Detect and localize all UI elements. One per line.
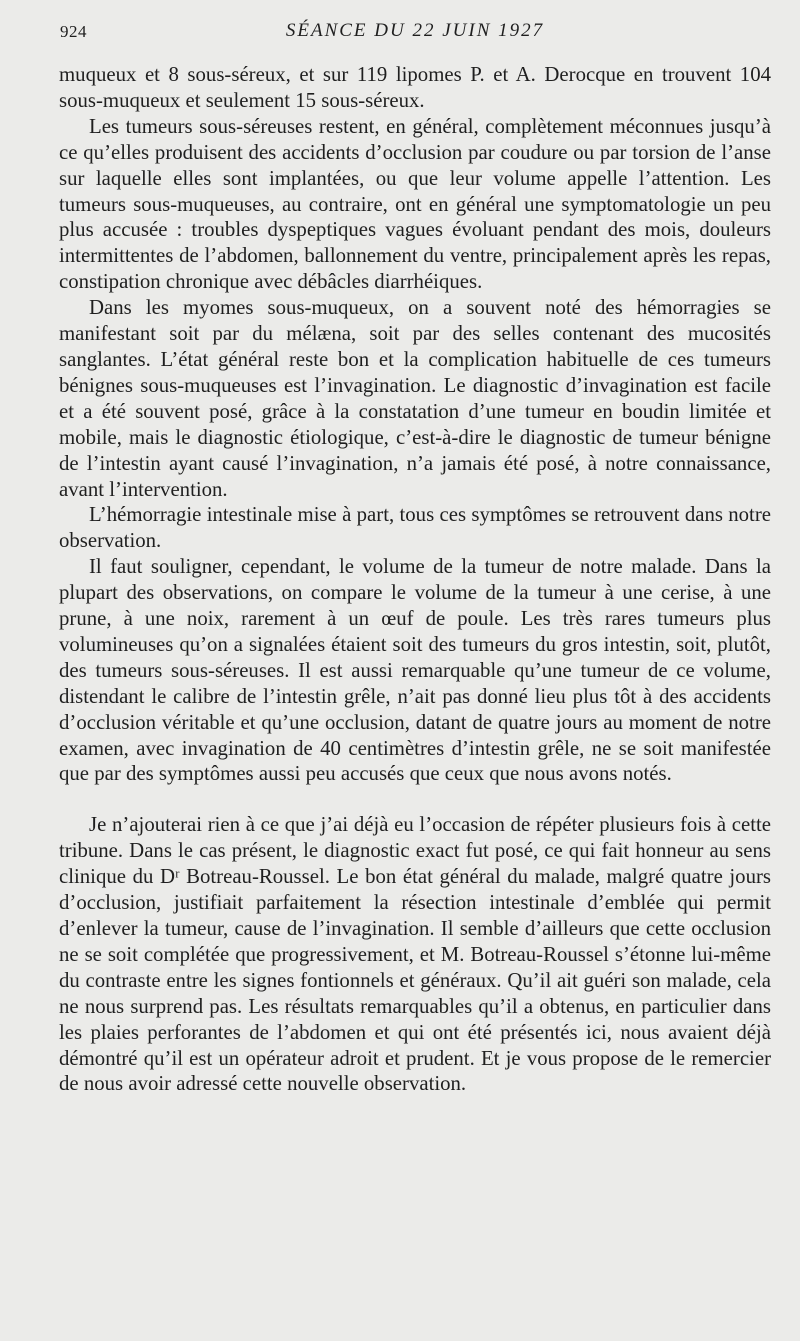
body-text [59, 62, 771, 1097]
paragraph: Il faut souligner, cependant, le volume de la tumeur de notre malade. Dans la plupart des observations, on compare le volume de la tumeur à une cerise, à une prune, à une noix, rarement à un œuf de poule. Les très rares tumeurs plus volumineuses qu’on a signalées étaient soit des tumeurs du gros intestin, soit, plutôt, des tumeurs sous-séreuses. Il est aussi remarquable qu’une tumeur de ce volume, distendant le calibre de l’intestin grêle, n’ait pas donné lieu plus tôt à des accidents d’occlusion véritable et qu’une occlusion, datant de quatre jours au moment de notre examen, avec invagination de 40 centimètres d’intestin grêle, ne se soit manifestée que par des symptômes aussi peu accusés que ceux que nous avons notés. [59, 555, 771, 786]
paragraph: Dans les myomes sous-muqueux, on a souvent noté des hémorragies se manifestant soit par du mélæna, soit par des selles contenant des mucosités sanglantes. L’état général reste bon et la complication habituelle de ces tumeurs bénignes sous-muqueuses est l’invagination. Le diagnostic d’invagination est facile et a été souvent posé, grâce à la constatation d’une tumeur en boudin limitée et mobile, mais le diagnostic étiologique, c’est-à-dire le diagnostic de tumeur bénigne de l’intestin ayant causé l’invagination, n’a jamais été posé, à notre connaissance, avant l’intervention. [59, 296, 771, 501]
paragraph: Les tumeurs sous-séreuses restent, en général, complètement méconnues jusqu’à ce qu’elles produisent des accidents d’occlusion par coudure ou par torsion de l’anse sur laquelle elles sont implantées, ou que leur volume appelle l’attention. Les tumeurs sous-muqueuses, au contraire, ont en général une symptomatologie un peu plus accusée : troubles dyspeptiques vagues évoluant pendant des mois, douleurs intermittentes de l’abdomen, ballonnement du ventre, principalement après les repas, constipation chronique avec débâcles diarrhéiques. [59, 114, 771, 294]
page-number: 924 [60, 22, 87, 41]
paragraph: Je n’ajouterai rien à ce que j’ai déjà eu l’occasion de répéter plusieurs fois à cette tribune. Dans le cas présent, le diagnostic exact fut posé, ce qui fait honneur au sens clinique du Dʳ Botreau-Roussel. Le bon état général du malade, malgré quatre jours d’occlusion, justifiait parfaitement la résection intestinale d’emblée qui permit d’enlever la tumeur, cause de l’invagination. Il semble d’ailleurs que cette occlusion ne se soit complétée que progressivement, et M. Botreau-Roussel s’étonne lui-même du contraste entre les signes fontionnels et généraux. Qu’il ait guéri son malade, cela ne nous surprend pas. Les résultats remarquables qu’il a obtenus, en particulier dans les plaies perforantes de l’abdomen et qui ont été présentés ici, nous avaient déjà démontré qu’il est un opérateur adroit et prudent. Et je vous propose de le remercier de nous avoir adressé cette nouvelle observation. [59, 813, 771, 1096]
paragraph-continued: muqueux et 8 sous-séreux, et sur 119 lipomes P. et A. Derocque en trouvent 104 sous-muqueux et seulement 15 sous-séreux. [59, 63, 771, 112]
running-head: SÉANCE DU 22 JUIN 1927 [285, 20, 545, 41]
paragraph: L’hémorragie intestinale mise à part, tous ces symptômes se retrouvent dans notre observation. [59, 503, 771, 553]
page-header [60, 18, 770, 46]
section-gap [59, 787, 771, 812]
